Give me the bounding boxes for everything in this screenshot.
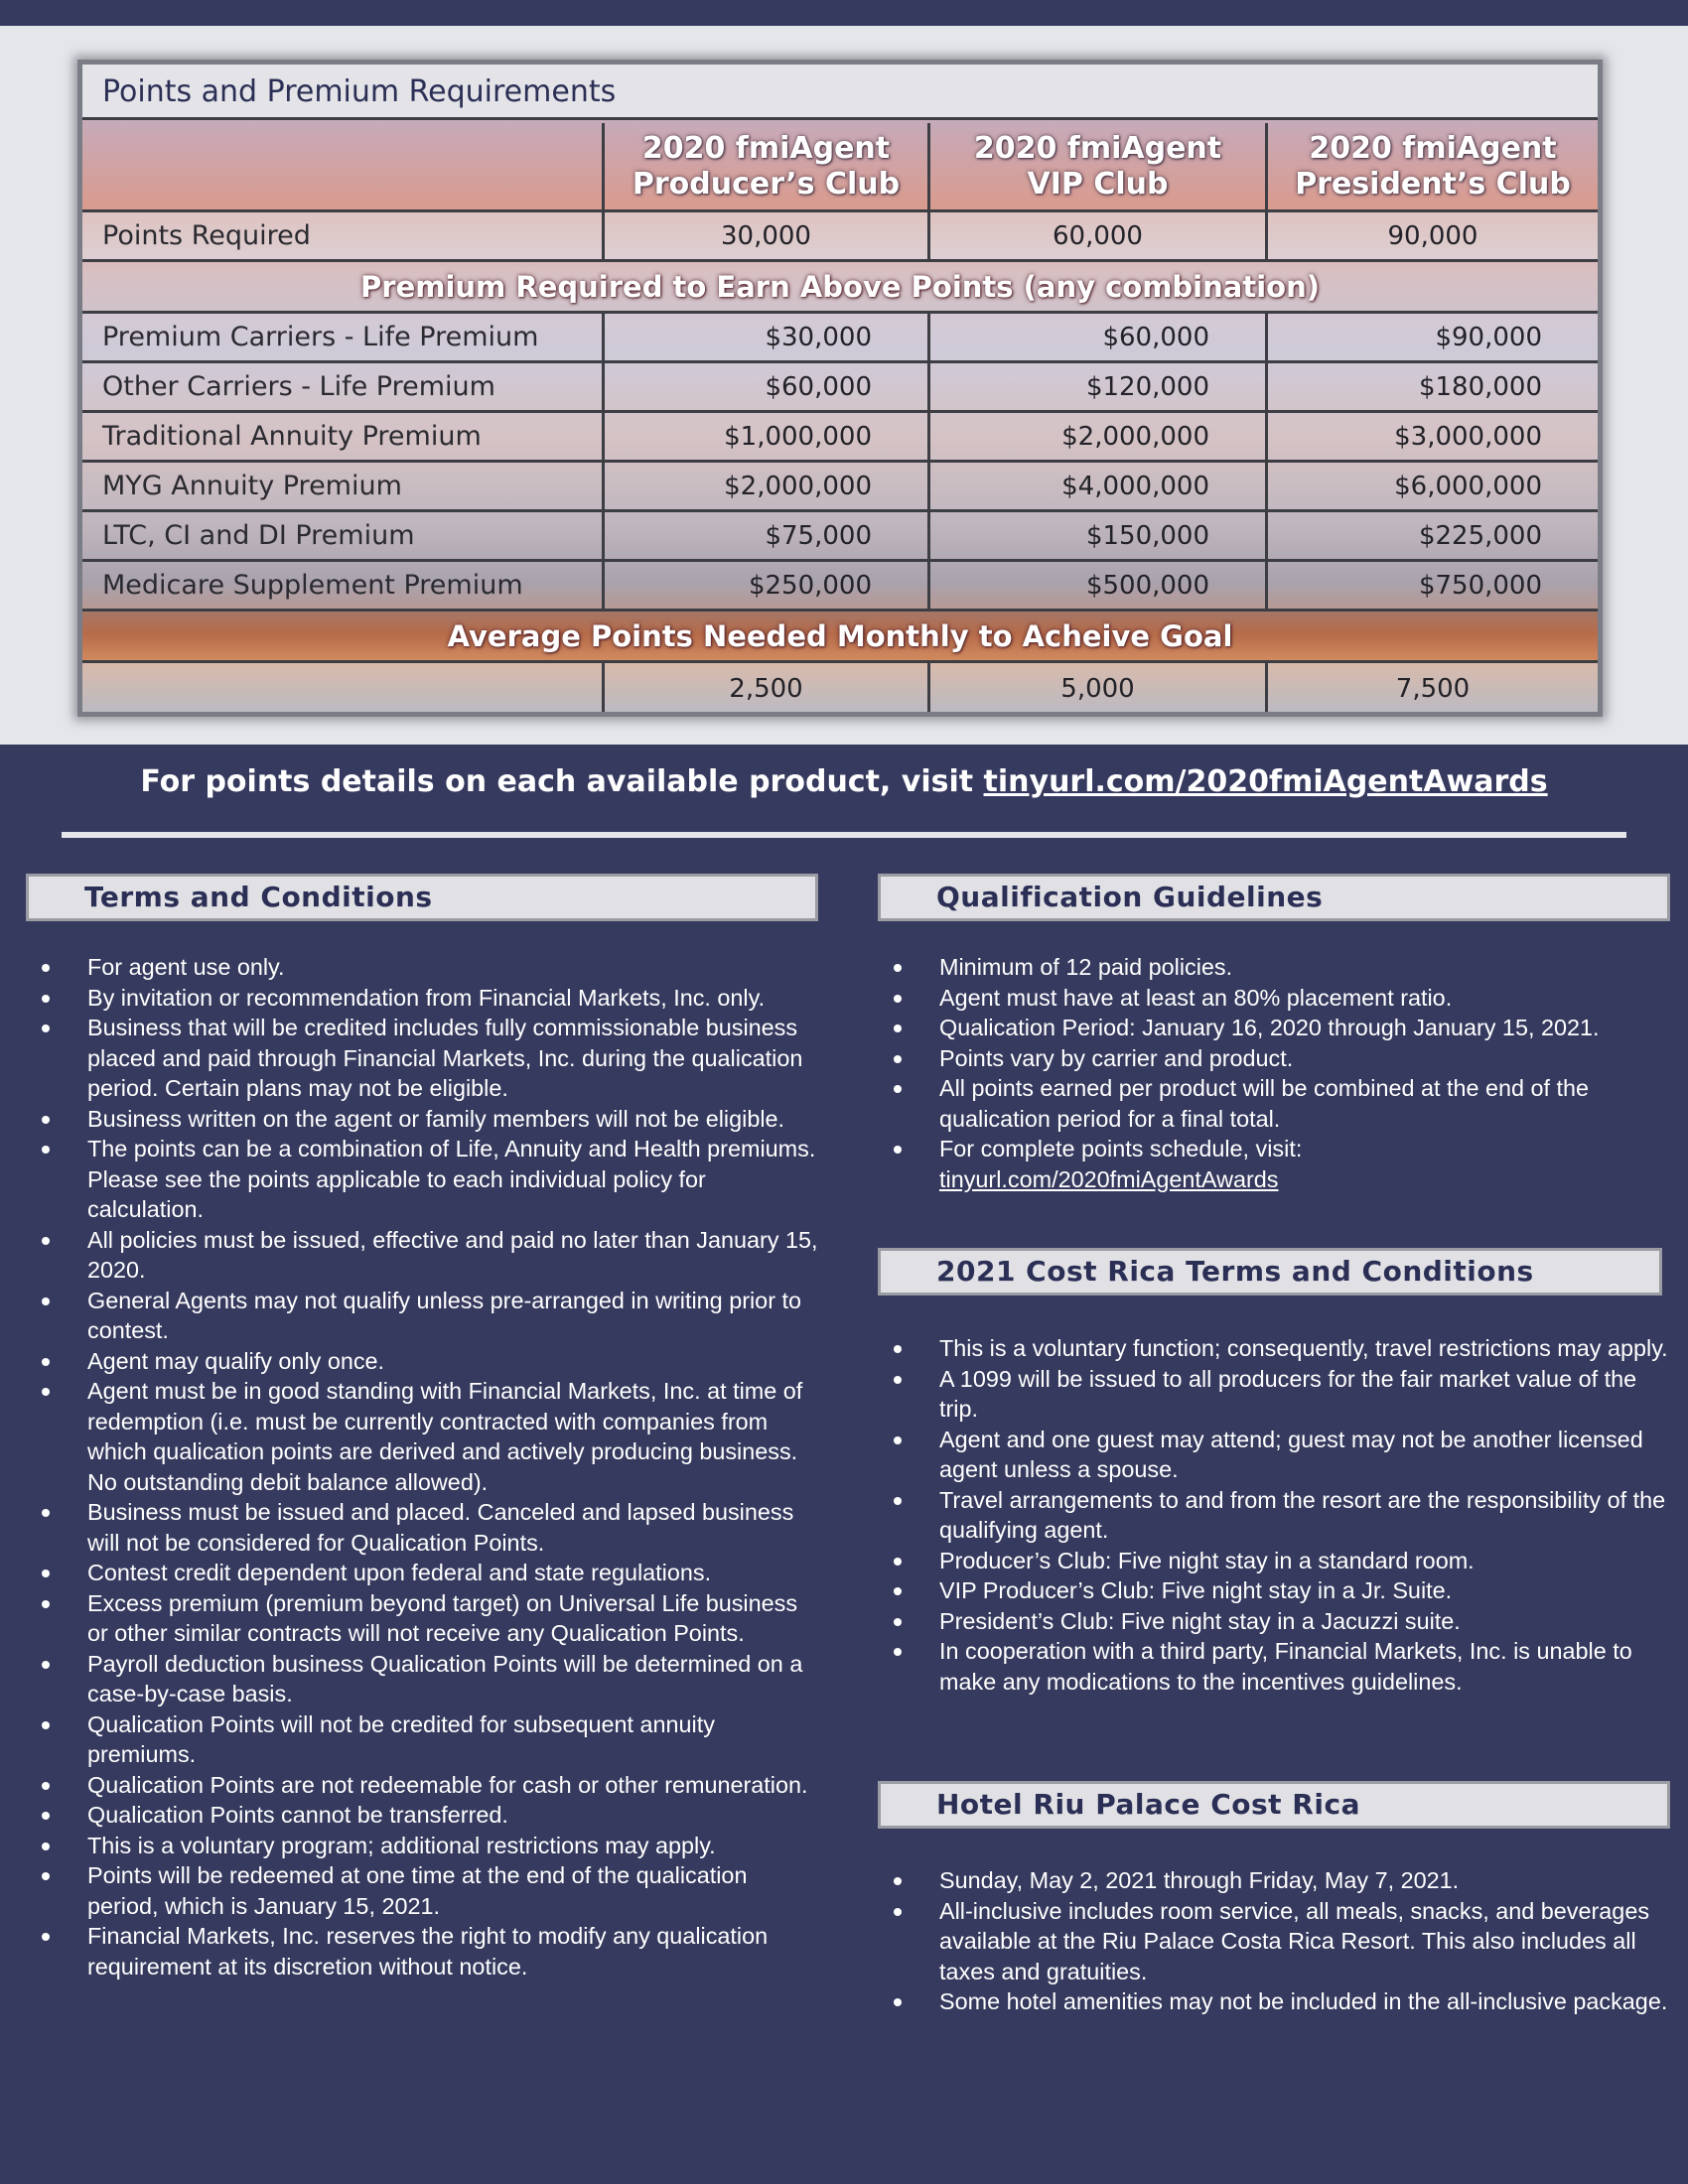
list-item: Business written on the agent or family members will not be eligible. — [26, 1104, 820, 1135]
list-item-schedule — [878, 1134, 1672, 1194]
list-item: Contest credit dependent upon federal and state regulations. — [26, 1558, 820, 1588]
column-header-producers-club: 2020 fmiAgent Producer’s Club — [605, 123, 930, 209]
table-cell: $75,000 — [605, 512, 930, 559]
list-item: Qualication Period: January 16, 2020 through January 15, 2021. — [878, 1013, 1672, 1043]
table-panel — [0, 26, 1688, 745]
hotel-heading: Hotel Riu Palace Cost Rica — [878, 1781, 1670, 1829]
table-cell: 90,000 — [1387, 220, 1478, 251]
row-label: Traditional Annuity Premium — [82, 413, 605, 460]
qualification-list — [878, 952, 1672, 1194]
list-item: The points can be a combination of Life, Annuity and Health premiums. Please see the points applicable to each individual policy for calculation. — [26, 1134, 820, 1225]
table-row — [82, 314, 1598, 363]
costa-rica-terms-heading: 2021 Cost Rica Terms and Conditions — [878, 1248, 1662, 1296]
list-item: All points earned per product will be combined at the end of the qualication period for a final total. — [878, 1073, 1672, 1134]
table-header-row — [82, 123, 1598, 212]
table-cell: $500,000 — [930, 562, 1268, 609]
table-row — [82, 562, 1598, 612]
list-item: Financial Markets, Inc. reserves the right to modify any qualication requirement at its discretion without notice. — [26, 1921, 820, 1981]
table-cell: $60,000 — [605, 363, 930, 410]
list-item: Some hotel amenities may not be included in the all-inclusive package. — [878, 1986, 1672, 2017]
list-item: A 1099 will be issued to all producers for the fair market value of the trip. — [878, 1364, 1672, 1425]
list-item: Business must be issued and placed. Canceled and lapsed business will not be considered for Qualication Points. — [26, 1497, 820, 1558]
table-cell: 30,000 — [605, 212, 930, 259]
table-cell: 60,000 — [930, 212, 1268, 259]
table-cell: $750,000 — [1418, 570, 1542, 601]
divider — [62, 832, 1626, 838]
points-details-text: For points details on each available product, visit — [140, 764, 984, 799]
list-item: Agent and one guest may attend; guest may not be another licensed agent unless a spouse. — [878, 1425, 1672, 1485]
table-cell: $90,000 — [1435, 322, 1542, 352]
table-row — [82, 512, 1598, 562]
list-item: Agent must be in good standing with Financial Markets, Inc. at time of redemption (i.e. must be currently contracted with companies from which qualication points are derived and actively producing business. No outstanding debit balance allowed). — [26, 1376, 820, 1497]
table-cell: $3,000,000 — [1394, 421, 1542, 452]
list-item: Agent must have at least an 80% placement ratio. — [878, 983, 1672, 1014]
awards-link[interactable]: tinyurl.com/2020fmiAgentAwards — [983, 764, 1548, 799]
list-item: This is a voluntary function; consequently, travel restrictions may apply. — [878, 1333, 1672, 1364]
list-item: All-inclusive includes room service, all meals, snacks, and beverages available at the Riu Palace Costa Rica Resort. This also includes all taxes and gratuities. — [878, 1896, 1672, 1987]
table-row — [82, 413, 1598, 463]
list-item: Qualication Points cannot be transferred. — [26, 1800, 820, 1831]
table-title: Points and Premium Requirements — [82, 65, 1598, 120]
table-cell: $1,000,000 — [605, 413, 930, 460]
monthly-banner: Average Points Needed Monthly to Acheive Goal — [82, 612, 1598, 663]
row-label: LTC, CI and DI Premium — [82, 512, 605, 559]
premium-banner: Premium Required to Earn Above Points (any combination) — [82, 262, 1598, 314]
list-item: Agent may qualify only once. — [26, 1346, 820, 1377]
table-row — [82, 463, 1598, 512]
list-item: Travel arrangements to and from the resort are the responsibility of the qualifying agent. — [878, 1485, 1672, 1546]
row-label: Other Carriers - Life Premium — [82, 363, 605, 410]
points-table — [77, 60, 1603, 717]
list-item: Qualication Points are not redeemable for cash or other remuneration. — [26, 1770, 820, 1801]
list-item: Minimum of 12 paid policies. — [878, 952, 1672, 983]
table-cell: $2,000,000 — [605, 463, 930, 509]
table-cell: $4,000,000 — [930, 463, 1268, 509]
schedule-link[interactable]: tinyurl.com/2020fmiAgentAwards — [939, 1165, 1279, 1192]
table-cell: $30,000 — [605, 314, 930, 360]
list-item: For agent use only. — [26, 952, 820, 983]
table-cell: 7,500 — [1395, 674, 1471, 704]
costa-rica-terms-list — [878, 1333, 1672, 1697]
list-item: General Agents may not qualify unless pre-arranged in writing prior to contest. — [26, 1286, 820, 1346]
table-cell: $250,000 — [605, 562, 930, 609]
list-item: VIP Producer’s Club: Five night stay in a Jr. Suite. — [878, 1575, 1672, 1606]
row-label: Premium Carriers - Life Premium — [82, 314, 605, 360]
list-item: Payroll deduction business Qualication Points will be determined on a case-by-case basis. — [26, 1649, 820, 1709]
list-item: Producer’s Club: Five night stay in a standard room. — [878, 1546, 1672, 1576]
terms-heading: Terms and Conditions — [26, 874, 818, 921]
table-cell: $60,000 — [930, 314, 1268, 360]
table-cell: $6,000,000 — [1394, 471, 1542, 501]
points-details-line — [0, 764, 1688, 799]
table-cell: $225,000 — [1418, 520, 1542, 551]
table-row — [82, 363, 1598, 413]
table-cell: $150,000 — [930, 512, 1268, 559]
list-item: Qualication Points will not be credited for subsequent annuity premiums. — [26, 1709, 820, 1770]
list-item: Business that will be credited includes fully commissionable business placed and paid through Financial Markets, Inc. during the qualication period. Certain plans may not be eligible. — [26, 1013, 820, 1104]
table-cell: 5,000 — [930, 663, 1268, 715]
list-item: Points vary by carrier and product. — [878, 1043, 1672, 1074]
list-item: This is a voluntary program; additional restrictions may apply. — [26, 1831, 820, 1861]
qualification-heading: Qualification Guidelines — [878, 874, 1670, 921]
table-cell: $2,000,000 — [930, 413, 1268, 460]
points-required-row — [82, 212, 1598, 262]
list-item: President’s Club: Five night stay in a Jacuzzi suite. — [878, 1606, 1672, 1637]
table-cell: $180,000 — [1418, 371, 1542, 402]
list-item: By invitation or recommendation from Financial Markets, Inc. only. — [26, 983, 820, 1014]
column-header-vip-club: 2020 fmiAgent VIP Club — [930, 123, 1268, 209]
terms-list — [26, 952, 820, 1981]
list-item: Excess premium (premium beyond target) on Universal Life business or other similar contracts will not receive any Qualication Points. — [26, 1588, 820, 1649]
monthly-points-row — [82, 663, 1598, 715]
column-header-presidents-club: 2020 fmiAgent President’s Club — [1295, 130, 1571, 202]
schedule-text: For complete points schedule, visit: — [939, 1136, 1303, 1161]
table-cell: $120,000 — [930, 363, 1268, 410]
row-label: Medicare Supplement Premium — [82, 562, 605, 609]
list-item: Sunday, May 2, 2021 through Friday, May 7, 2021. — [878, 1865, 1672, 1896]
row-label: MYG Annuity Premium — [82, 463, 605, 509]
list-item: All policies must be issued, effective and paid no later than January 15, 2020. — [26, 1225, 820, 1286]
list-item: Points will be redeemed at one time at the end of the qualication period, which is January 15, 2021. — [26, 1860, 820, 1921]
row-label: Points Required — [82, 212, 605, 259]
list-item: In cooperation with a third party, Financial Markets, Inc. is unable to make any modications to the incentives guidelines. — [878, 1636, 1672, 1697]
table-cell: 2,500 — [605, 663, 930, 715]
hotel-list — [878, 1865, 1672, 2017]
